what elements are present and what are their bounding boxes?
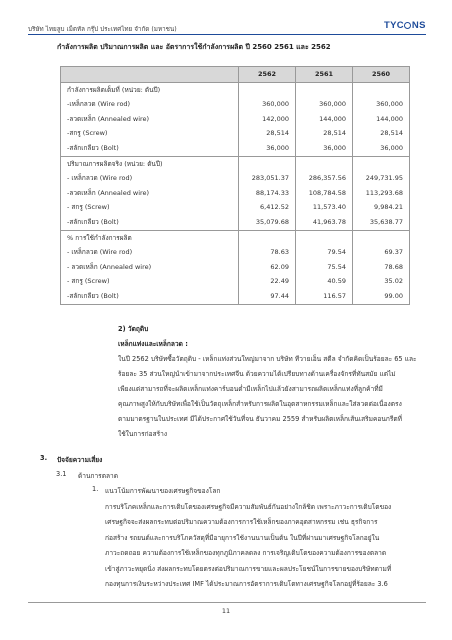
cell-value: 69.37 (353, 245, 410, 260)
row-label: - สกรู (Screw) (61, 200, 239, 215)
cell-value: 116.57 (296, 289, 353, 304)
cell-value: 22.49 (239, 274, 296, 289)
cell-value: 28,514 (296, 126, 353, 141)
table-group-row (61, 82, 410, 97)
table-row (61, 186, 410, 201)
risk-section-title: ปัจจัยความเสี่ยง (57, 456, 103, 464)
table-row (61, 289, 410, 304)
section-title: กำลังการผลิต ปริมาณการผลิต และ อัตราการใช้กำลังการผลิต ปี 2560 2561 และ 2562 (57, 43, 331, 51)
cell-value: 283,051.37 (239, 171, 296, 186)
row-label: % การใช้กำลังการผลิต (61, 230, 239, 245)
table-header-row (61, 67, 410, 83)
cell-value: 360,000 (239, 97, 296, 112)
logo-text-ns: NS (411, 20, 426, 31)
cell-value: 108,784.58 (296, 186, 353, 201)
row-label: - เหล็กลวด (Wire rod) (61, 245, 239, 260)
cell-value: 35,638.77 (353, 215, 410, 230)
cell-value: 286,357.56 (296, 171, 353, 186)
table-header-label (61, 67, 239, 83)
cell-value: 144,000 (353, 112, 410, 127)
cell-value (353, 82, 410, 97)
raw-material-heading: 2) วัตถุดิบ (118, 325, 149, 333)
row-label: -สกรู (Screw) (61, 126, 239, 141)
paragraph-line: เข้าสู่ภาวะหยุดนิ่ง ส่งผลกระทบโดยตรงต่อปริมาณการขายและผลประโยชน์ในการขายของบริษัทตามที่ (105, 564, 392, 573)
footer-divider (28, 602, 426, 603)
risk-section-number: 3. (40, 454, 48, 462)
risk-item-number: 1. (92, 485, 99, 493)
risk-subsection-number: 3.1 (56, 470, 67, 478)
logo-ring-icon (404, 22, 411, 29)
cell-value (239, 230, 296, 245)
cell-value: 144,000 (296, 112, 353, 127)
cell-value: 99.00 (353, 289, 410, 304)
row-label: กำลังการผลิตเต็มที่ (หน่วย: ตันปี) (61, 82, 239, 97)
row-label: - ลวดเหล็ก (Annealed wire) (61, 260, 239, 275)
cell-value: 75.54 (296, 260, 353, 275)
row-label: -เหล็กลวด (Wire rod) (61, 97, 239, 112)
table-row (61, 112, 410, 127)
cell-value: 360,000 (353, 97, 410, 112)
cell-value: 28,514 (353, 126, 410, 141)
cell-value: 40.59 (296, 274, 353, 289)
table-row (61, 274, 410, 289)
table-header-2562: 2562 (239, 67, 296, 83)
paragraph-line: เพียงแต่สามารถที่จะผลิตเหล็กแท่งคาร์บอนต่ำมีเหล็กไปแล้วยังสามารถผลิตเหล็กแท่งที่ลูกค้าที่มี (118, 385, 383, 393)
risk-item-title: แนวโน้มการพัฒนาของเศรษฐกิจของโลก (105, 487, 221, 495)
table-row (61, 215, 410, 230)
cell-value: 78.63 (239, 245, 296, 260)
cell-value: 11,573.40 (296, 200, 353, 215)
table-row (61, 171, 410, 186)
paragraph-line: เศรษฐกิจจะส่งผลกระทบต่อปริมาณความต้องการการใช้เหล็กของภาคอุตสาหกรรม เช่น ธุรกิจการ (105, 518, 378, 527)
paragraph-line: ใช้ในการก่อสร้าง (118, 430, 168, 438)
paragraph-line: ตามมาตรฐานในประเทศ มีได้ประกาศใช้วันที่จน ธันวาคม 2559 สำหรับผลิตเหล็กเส้นเสริมคอนกรีตที่ (118, 415, 403, 423)
page-number: 11 (221, 607, 231, 615)
cell-value: 360,000 (296, 97, 353, 112)
table-group-row (61, 230, 410, 245)
paragraph-line: ร้อยละ 35 ส่วนใหญ่นำเข้ามาจากประเทศจีน ด้วยความได้เปรียบทางด้านเครื่องจักรที่ทันสมัย แต่ไม่ (118, 370, 396, 378)
table-row (61, 200, 410, 215)
cell-value: 62.09 (239, 260, 296, 275)
row-label: - สกรู (Screw) (61, 274, 239, 289)
paragraph-line: ก่อสร้าง รถยนต์และการบริโภควัสดุที่มีอายุการใช้งานนานเป็นต้น ในปีที่ผ่านมาเศรษฐกิจโลกอยู่ใน (105, 533, 380, 542)
cell-value (353, 230, 410, 245)
paragraph-line: การบริโภคเหล็กและการเติบโตของเศรษฐกิจมีความสัมพันธ์กันอย่างใกล้ชิด เพราะภาวะการเติบโตของ (105, 503, 392, 511)
table-row (61, 260, 410, 275)
paragraph-line: กองทุนการเงินระหว่างประเทศ IMF ได้ประมาณการอัตราการเติบโตทางเศรษฐกิจโลกอยู่ที่ร้อยละ 3.6 (105, 580, 388, 588)
row-label: ปริมาณการผลิตจริง (หน่วย: ตันปี) (61, 156, 239, 171)
table-row (61, 245, 410, 260)
cell-value: 88,174.33 (239, 186, 296, 201)
table-row (61, 126, 410, 141)
row-label: -ลวดเหล็ก (Annealed wire) (61, 186, 239, 201)
cell-value (296, 230, 353, 245)
row-label: -สลักเกลียว (Bolt) (61, 141, 239, 156)
paragraph-line: ในปี 2562 บริษัทซื้อวัตถุดิบ - เหล็กแท่งส่วนใหญ่มาจาก บริษัท ทีวายเอ็น สตีล จำกัดคิดเป็นร้อยละ 65 และ (118, 355, 417, 363)
cell-value: 36,000 (239, 141, 296, 156)
cell-value: 78.68 (353, 260, 410, 275)
risk-subsection-title: ด้านการตลาด (78, 472, 119, 480)
paragraph-line: ภาวะถดถอย ความต้องการใช้เหล็กของทุกภูมิภาคลดลง การเจริญเติบโตของความต้องการของตลาด (105, 549, 387, 558)
cell-value: 249,731.95 (353, 171, 410, 186)
logo-text-tyc: TYC (384, 20, 404, 31)
cell-value (239, 156, 296, 171)
cell-value: 36,000 (296, 141, 353, 156)
cell-value: 35,079.68 (239, 215, 296, 230)
row-label: -สลักเกลียว (Bolt) (61, 289, 239, 304)
cell-value: 113,293.68 (353, 186, 410, 201)
table-row (61, 141, 410, 156)
cell-value (353, 156, 410, 171)
table-header-2560: 2560 (353, 67, 410, 83)
paragraph-line: คุณภาพสูงให้กับบริษัทเพื่อใช้เป็นวัตถุเหล็กสำหรับการผลิตในอุตสาหกรรมเหล็กและใส่ลวดต่อเนื่องตรง (118, 400, 402, 408)
cell-value: 6,412.52 (239, 200, 296, 215)
cell-value: 35.02 (353, 274, 410, 289)
row-label: -ลวดเหล็ก (Annealed wire) (61, 112, 239, 127)
header-divider (28, 34, 426, 35)
row-label: - เหล็กลวด (Wire rod) (61, 171, 239, 186)
cell-value: 9,984.21 (353, 200, 410, 215)
cell-value (296, 82, 353, 97)
table-header-2561: 2561 (296, 67, 353, 83)
raw-material-subheading: เหล็กแท่งและเหล็กลวด : (118, 340, 188, 348)
cell-value: 97.44 (239, 289, 296, 304)
cell-value: 142,000 (239, 112, 296, 127)
cell-value: 28,514 (239, 126, 296, 141)
row-label: -สลักเกลียว (Bolt) (61, 215, 239, 230)
header-company-name: บริษัท ไทยลูบ เม็ตทัล กรุ๊ป ประเทศไทย จำกัด (มหาชน) (28, 26, 177, 33)
table-group-row (61, 156, 410, 171)
cell-value (239, 82, 296, 97)
table-row (61, 97, 410, 112)
company-logo (384, 20, 426, 31)
cell-value: 36,000 (353, 141, 410, 156)
cell-value: 41,963.78 (296, 215, 353, 230)
cell-value: 79.54 (296, 245, 353, 260)
cell-value (296, 156, 353, 171)
capacity-table (60, 66, 410, 305)
